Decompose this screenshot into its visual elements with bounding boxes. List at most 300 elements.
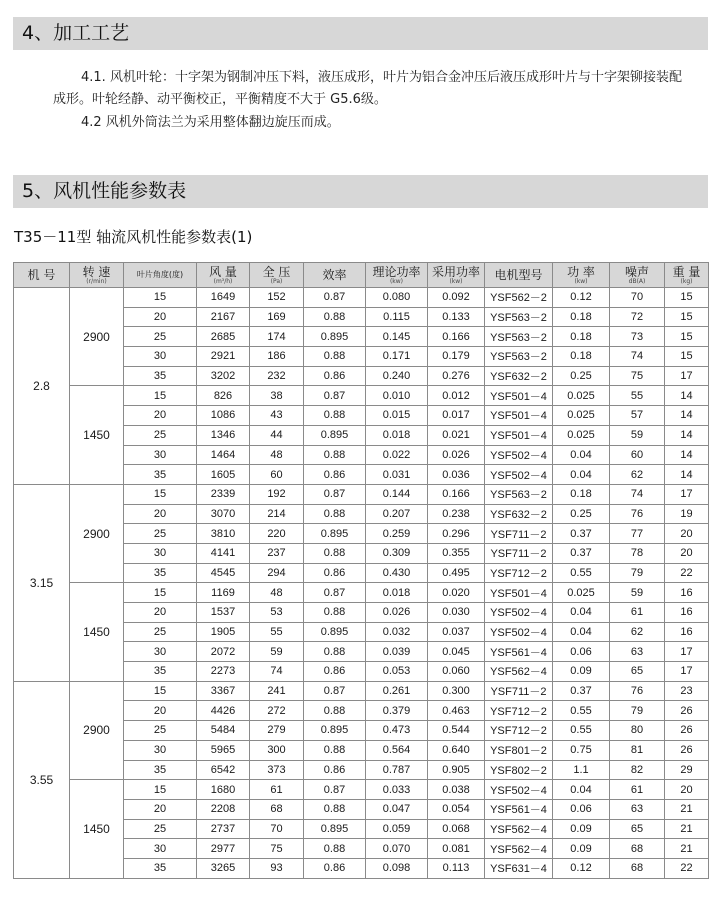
cell-noise: 76: [610, 504, 665, 524]
cell-theory-power: 0.564: [366, 740, 428, 760]
cell-noise: 63: [610, 799, 665, 819]
cell-pressure: 55: [250, 622, 304, 642]
cell-efficiency: 0.88: [304, 603, 366, 623]
cell-flow: 1605: [197, 465, 250, 485]
cell-efficiency: 0.88: [304, 445, 366, 465]
table-body: [14, 288, 709, 879]
cell-efficiency: 0.88: [304, 406, 366, 426]
cell-motor-power: 0.09: [553, 662, 610, 682]
cell-used-power: 0.166: [428, 327, 485, 347]
cell-motor-power: 0.025: [553, 583, 610, 603]
cell-weight: 21: [665, 799, 709, 819]
cell-used-power: 0.054: [428, 799, 485, 819]
cell-weight: 23: [665, 681, 709, 701]
cell-used-power: 0.020: [428, 583, 485, 603]
cell-motor-model: YSF562－4: [485, 839, 553, 859]
cell-pressure: 48: [250, 445, 304, 465]
cell-weight: 16: [665, 583, 709, 603]
cell-theory-power: 0.039: [366, 642, 428, 662]
cell-efficiency: 0.88: [304, 504, 366, 524]
cell-theory-power: 0.018: [366, 425, 428, 445]
cell-efficiency: 0.88: [304, 799, 366, 819]
cell-motor-power: 0.55: [553, 563, 610, 583]
cell-efficiency: 0.895: [304, 327, 366, 347]
cell-flow: 826: [197, 386, 250, 406]
cell-pressure: 48: [250, 583, 304, 603]
cell-weight: 19: [665, 504, 709, 524]
cell-efficiency: 0.88: [304, 701, 366, 721]
cell-weight: 17: [665, 366, 709, 386]
cell-noise: 65: [610, 662, 665, 682]
cell-used-power: 0.036: [428, 465, 485, 485]
cell-efficiency: 0.86: [304, 563, 366, 583]
cell-theory-power: 0.259: [366, 524, 428, 544]
cell-theory-power: 0.032: [366, 622, 428, 642]
cell-motor-power: 0.75: [553, 740, 610, 760]
cell-weight: 22: [665, 858, 709, 878]
cell-speed: 1450: [70, 780, 124, 878]
table-header-row: [14, 263, 709, 288]
cell-motor-model: YSF712－2: [485, 701, 553, 721]
cell-theory-power: 0.379: [366, 701, 428, 721]
cell-theory-power: 0.430: [366, 563, 428, 583]
cell-pressure: 61: [250, 780, 304, 800]
cell-pressure: 192: [250, 484, 304, 504]
cell-weight: 14: [665, 465, 709, 485]
cell-weight: 15: [665, 347, 709, 367]
cell-used-power: 0.300: [428, 681, 485, 701]
table-row: [14, 386, 709, 406]
cell-motor-power: 0.04: [553, 445, 610, 465]
cell-pressure: 294: [250, 563, 304, 583]
cell-pressure: 70: [250, 819, 304, 839]
cell-pressure: 373: [250, 760, 304, 780]
cell-flow: 2273: [197, 662, 250, 682]
cell-motor-model: YSF501－4: [485, 425, 553, 445]
cell-used-power: 0.045: [428, 642, 485, 662]
cell-used-power: 0.068: [428, 819, 485, 839]
cell-flow: 1346: [197, 425, 250, 445]
cell-speed: 1450: [70, 583, 124, 681]
cell-theory-power: 0.171: [366, 347, 428, 367]
cell-noise: 62: [610, 622, 665, 642]
cell-blade-angle: 30: [124, 642, 197, 662]
cell-efficiency: 0.87: [304, 386, 366, 406]
cell-weight: 17: [665, 662, 709, 682]
cell-motor-power: 0.55: [553, 721, 610, 741]
header-power: 功 率 (kw): [553, 263, 610, 288]
cell-model: 2.8: [14, 288, 70, 485]
cell-pressure: 44: [250, 425, 304, 445]
cell-speed: 2900: [70, 681, 124, 779]
cell-pressure: 152: [250, 288, 304, 308]
cell-theory-power: 0.473: [366, 721, 428, 741]
cell-used-power: 0.081: [428, 839, 485, 859]
cell-used-power: 0.021: [428, 425, 485, 445]
cell-motor-model: YSF502－4: [485, 780, 553, 800]
cell-used-power: 0.276: [428, 366, 485, 386]
cell-noise: 72: [610, 307, 665, 327]
cell-theory-power: 0.098: [366, 858, 428, 878]
cell-blade-angle: 15: [124, 780, 197, 800]
cell-pressure: 53: [250, 603, 304, 623]
cell-weight: 14: [665, 386, 709, 406]
cell-speed: 2900: [70, 288, 124, 386]
cell-motor-power: 0.12: [553, 858, 610, 878]
cell-flow: 1537: [197, 603, 250, 623]
cell-used-power: 0.030: [428, 603, 485, 623]
cell-flow: 4426: [197, 701, 250, 721]
cell-theory-power: 0.070: [366, 839, 428, 859]
cell-motor-model: YSF502－4: [485, 603, 553, 623]
cell-theory-power: 0.053: [366, 662, 428, 682]
cell-model: 3.55: [14, 681, 70, 878]
cell-efficiency: 0.87: [304, 583, 366, 603]
cell-theory-power: 0.115: [366, 307, 428, 327]
cell-weight: 14: [665, 445, 709, 465]
cell-noise: 61: [610, 780, 665, 800]
cell-used-power: 0.905: [428, 760, 485, 780]
cell-pressure: 214: [250, 504, 304, 524]
cell-theory-power: 0.145: [366, 327, 428, 347]
cell-motor-power: 0.025: [553, 406, 610, 426]
cell-used-power: 0.092: [428, 288, 485, 308]
cell-motor-power: 0.37: [553, 543, 610, 563]
cell-motor-model: YSF632－2: [485, 504, 553, 524]
cell-used-power: 0.296: [428, 524, 485, 544]
cell-theory-power: 0.787: [366, 760, 428, 780]
cell-motor-power: 0.18: [553, 327, 610, 347]
cell-flow: 1169: [197, 583, 250, 603]
cell-blade-angle: 20: [124, 799, 197, 819]
cell-efficiency: 0.88: [304, 740, 366, 760]
cell-weight: 21: [665, 839, 709, 859]
cell-pressure: 220: [250, 524, 304, 544]
cell-motor-model: YSF562－2: [485, 288, 553, 308]
cell-noise: 68: [610, 839, 665, 859]
header-noise: 噪声 dB(A): [610, 263, 665, 288]
cell-efficiency: 0.88: [304, 347, 366, 367]
cell-blade-angle: 15: [124, 386, 197, 406]
cell-blade-angle: 25: [124, 524, 197, 544]
cell-theory-power: 0.080: [366, 288, 428, 308]
cell-flow: 5484: [197, 721, 250, 741]
cell-weight: 20: [665, 543, 709, 563]
cell-noise: 68: [610, 858, 665, 878]
cell-noise: 82: [610, 760, 665, 780]
cell-flow: 2072: [197, 642, 250, 662]
cell-blade-angle: 35: [124, 662, 197, 682]
cell-motor-model: YSF712－2: [485, 563, 553, 583]
cell-noise: 73: [610, 327, 665, 347]
cell-used-power: 0.038: [428, 780, 485, 800]
cell-weight: 15: [665, 307, 709, 327]
header-efficiency: 效率: [304, 263, 366, 288]
cell-used-power: 0.026: [428, 445, 485, 465]
cell-weight: 16: [665, 603, 709, 623]
cell-flow: 1905: [197, 622, 250, 642]
cell-theory-power: 0.144: [366, 484, 428, 504]
cell-used-power: 0.060: [428, 662, 485, 682]
cell-pressure: 75: [250, 839, 304, 859]
cell-motor-model: YSF711－2: [485, 524, 553, 544]
cell-flow: 4141: [197, 543, 250, 563]
cell-pressure: 59: [250, 642, 304, 662]
cell-noise: 79: [610, 701, 665, 721]
cell-blade-angle: 15: [124, 681, 197, 701]
paragraph-4-1: 4.1. 风机叶轮：十字架为钢制冲压下料，液压成形，叶片为铝合金冲压后液压成形叶片与十字架铆接装配成形。叶轮经静、动平衡校正，平衡精度不大于 G5.6级。: [53, 70, 682, 107]
cell-flow: 1464: [197, 445, 250, 465]
cell-weight: 26: [665, 701, 709, 721]
cell-theory-power: 0.010: [366, 386, 428, 406]
cell-theory-power: 0.026: [366, 603, 428, 623]
table-row: [14, 288, 709, 308]
table-row: [14, 780, 709, 800]
cell-used-power: 0.012: [428, 386, 485, 406]
cell-efficiency: 0.895: [304, 819, 366, 839]
cell-noise: 55: [610, 386, 665, 406]
cell-used-power: 0.017: [428, 406, 485, 426]
cell-motor-power: 0.12: [553, 288, 610, 308]
cell-noise: 59: [610, 583, 665, 603]
cell-theory-power: 0.207: [366, 504, 428, 524]
cell-efficiency: 0.87: [304, 780, 366, 800]
cell-theory-power: 0.240: [366, 366, 428, 386]
cell-pressure: 232: [250, 366, 304, 386]
cell-motor-power: 0.18: [553, 307, 610, 327]
cell-motor-model: YSF801－2: [485, 740, 553, 760]
cell-flow: 2685: [197, 327, 250, 347]
cell-pressure: 279: [250, 721, 304, 741]
cell-used-power: 0.495: [428, 563, 485, 583]
cell-motor-model: YSF501－4: [485, 406, 553, 426]
cell-noise: 74: [610, 347, 665, 367]
cell-pressure: 74: [250, 662, 304, 682]
cell-pressure: 272: [250, 701, 304, 721]
section-4-heading: 4、加工工艺: [13, 17, 708, 50]
header-motor: 电机型号: [485, 263, 553, 288]
cell-theory-power: 0.033: [366, 780, 428, 800]
cell-efficiency: 0.86: [304, 858, 366, 878]
header-used-power: 采用功率 (kw): [428, 263, 485, 288]
cell-motor-model: YSF502－4: [485, 445, 553, 465]
paragraph-4-2: 4.2 风机外筒法兰为采用整体翻边旋压而成。: [81, 115, 340, 130]
cell-motor-power: 0.04: [553, 780, 610, 800]
cell-flow: 2167: [197, 307, 250, 327]
table-row: [14, 583, 709, 603]
cell-flow: 2737: [197, 819, 250, 839]
cell-motor-model: YSF502－4: [485, 465, 553, 485]
cell-motor-power: 1.1: [553, 760, 610, 780]
cell-theory-power: 0.309: [366, 543, 428, 563]
cell-weight: 29: [665, 760, 709, 780]
cell-flow: 1680: [197, 780, 250, 800]
header-model: 机 号: [14, 263, 70, 288]
cell-theory-power: 0.261: [366, 681, 428, 701]
cell-pressure: 237: [250, 543, 304, 563]
cell-blade-angle: 15: [124, 484, 197, 504]
cell-blade-angle: 35: [124, 760, 197, 780]
header-blade-angle: 叶片角度(度): [124, 263, 197, 288]
cell-noise: 59: [610, 425, 665, 445]
cell-used-power: 0.179: [428, 347, 485, 367]
cell-blade-angle: 20: [124, 603, 197, 623]
cell-used-power: 0.037: [428, 622, 485, 642]
cell-motor-power: 0.025: [553, 425, 610, 445]
cell-pressure: 169: [250, 307, 304, 327]
cell-pressure: 68: [250, 799, 304, 819]
cell-pressure: 60: [250, 465, 304, 485]
cell-flow: 2921: [197, 347, 250, 367]
cell-used-power: 0.544: [428, 721, 485, 741]
cell-pressure: 241: [250, 681, 304, 701]
cell-weight: 26: [665, 740, 709, 760]
cell-used-power: 0.238: [428, 504, 485, 524]
cell-efficiency: 0.87: [304, 681, 366, 701]
cell-noise: 81: [610, 740, 665, 760]
cell-motor-model: YSF561－4: [485, 799, 553, 819]
cell-used-power: 0.113: [428, 858, 485, 878]
cell-noise: 75: [610, 366, 665, 386]
cell-blade-angle: 25: [124, 721, 197, 741]
cell-motor-power: 0.25: [553, 504, 610, 524]
cell-motor-power: 0.25: [553, 366, 610, 386]
cell-blade-angle: 25: [124, 819, 197, 839]
cell-noise: 65: [610, 819, 665, 839]
cell-blade-angle: 30: [124, 347, 197, 367]
table-row: [14, 681, 709, 701]
cell-blade-angle: 30: [124, 740, 197, 760]
cell-blade-angle: 30: [124, 543, 197, 563]
cell-motor-power: 0.04: [553, 603, 610, 623]
cell-efficiency: 0.88: [304, 642, 366, 662]
cell-used-power: 0.166: [428, 484, 485, 504]
cell-noise: 80: [610, 721, 665, 741]
cell-pressure: 43: [250, 406, 304, 426]
cell-noise: 74: [610, 484, 665, 504]
cell-motor-model: YSF711－2: [485, 681, 553, 701]
cell-motor-model: YSF632－2: [485, 366, 553, 386]
section-5-heading: 5、风机性能参数表: [13, 175, 708, 208]
cell-noise: 76: [610, 681, 665, 701]
cell-pressure: 300: [250, 740, 304, 760]
cell-weight: 15: [665, 288, 709, 308]
cell-motor-power: 0.37: [553, 524, 610, 544]
cell-blade-angle: 30: [124, 445, 197, 465]
table-title: T35－11型 轴流风机性能参数表(1): [14, 228, 253, 246]
cell-motor-model: YSF563－2: [485, 327, 553, 347]
cell-noise: 79: [610, 563, 665, 583]
cell-weight: 20: [665, 524, 709, 544]
cell-efficiency: 0.87: [304, 484, 366, 504]
cell-efficiency: 0.86: [304, 662, 366, 682]
cell-motor-power: 0.04: [553, 622, 610, 642]
cell-flow: 3202: [197, 366, 250, 386]
cell-flow: 2977: [197, 839, 250, 859]
cell-blade-angle: 25: [124, 327, 197, 347]
cell-pressure: 38: [250, 386, 304, 406]
cell-efficiency: 0.895: [304, 524, 366, 544]
cell-efficiency: 0.86: [304, 465, 366, 485]
cell-flow: 2339: [197, 484, 250, 504]
cell-theory-power: 0.022: [366, 445, 428, 465]
cell-flow: 3265: [197, 858, 250, 878]
cell-blade-angle: 15: [124, 288, 197, 308]
cell-blade-angle: 35: [124, 465, 197, 485]
cell-motor-model: YSF562－4: [485, 662, 553, 682]
cell-motor-model: YSF563－2: [485, 347, 553, 367]
header-weight: 重 量 (kg): [665, 263, 709, 288]
cell-motor-power: 0.06: [553, 642, 610, 662]
cell-blade-angle: 25: [124, 425, 197, 445]
cell-motor-model: YSF711－2: [485, 543, 553, 563]
cell-efficiency: 0.895: [304, 721, 366, 741]
cell-motor-model: YSF501－4: [485, 386, 553, 406]
cell-pressure: 174: [250, 327, 304, 347]
cell-weight: 16: [665, 622, 709, 642]
cell-theory-power: 0.059: [366, 819, 428, 839]
cell-motor-model: YSF631－4: [485, 858, 553, 878]
cell-flow: 2208: [197, 799, 250, 819]
cell-noise: 63: [610, 642, 665, 662]
cell-flow: 1649: [197, 288, 250, 308]
cell-weight: 14: [665, 406, 709, 426]
cell-blade-angle: 25: [124, 622, 197, 642]
table-row: [14, 484, 709, 504]
cell-used-power: 0.640: [428, 740, 485, 760]
cell-theory-power: 0.031: [366, 465, 428, 485]
cell-efficiency: 0.88: [304, 839, 366, 859]
cell-flow: 4545: [197, 563, 250, 583]
cell-flow: 3367: [197, 681, 250, 701]
cell-motor-power: 0.18: [553, 347, 610, 367]
cell-weight: 15: [665, 327, 709, 347]
cell-noise: 62: [610, 465, 665, 485]
cell-speed: 1450: [70, 386, 124, 484]
cell-blade-angle: 20: [124, 406, 197, 426]
cell-motor-power: 0.37: [553, 681, 610, 701]
header-flow: 风 量 (m³/h): [197, 263, 250, 288]
cell-motor-power: 0.18: [553, 484, 610, 504]
cell-pressure: 186: [250, 347, 304, 367]
cell-motor-power: 0.09: [553, 839, 610, 859]
cell-blade-angle: 20: [124, 504, 197, 524]
cell-noise: 78: [610, 543, 665, 563]
cell-motor-model: YSF563－2: [485, 307, 553, 327]
cell-weight: 21: [665, 819, 709, 839]
cell-motor-power: 0.025: [553, 386, 610, 406]
cell-used-power: 0.133: [428, 307, 485, 327]
cell-weight: 22: [665, 563, 709, 583]
cell-noise: 77: [610, 524, 665, 544]
cell-weight: 20: [665, 780, 709, 800]
cell-weight: 17: [665, 642, 709, 662]
cell-noise: 57: [610, 406, 665, 426]
cell-noise: 60: [610, 445, 665, 465]
cell-noise: 70: [610, 288, 665, 308]
cell-flow: 3810: [197, 524, 250, 544]
cell-motor-power: 0.06: [553, 799, 610, 819]
cell-pressure: 93: [250, 858, 304, 878]
cell-motor-model: YSF501－4: [485, 583, 553, 603]
cell-efficiency: 0.88: [304, 307, 366, 327]
cell-blade-angle: 35: [124, 563, 197, 583]
cell-weight: 14: [665, 425, 709, 445]
cell-motor-model: YSF802－2: [485, 760, 553, 780]
cell-efficiency: 0.87: [304, 288, 366, 308]
cell-blade-angle: 30: [124, 839, 197, 859]
cell-theory-power: 0.047: [366, 799, 428, 819]
